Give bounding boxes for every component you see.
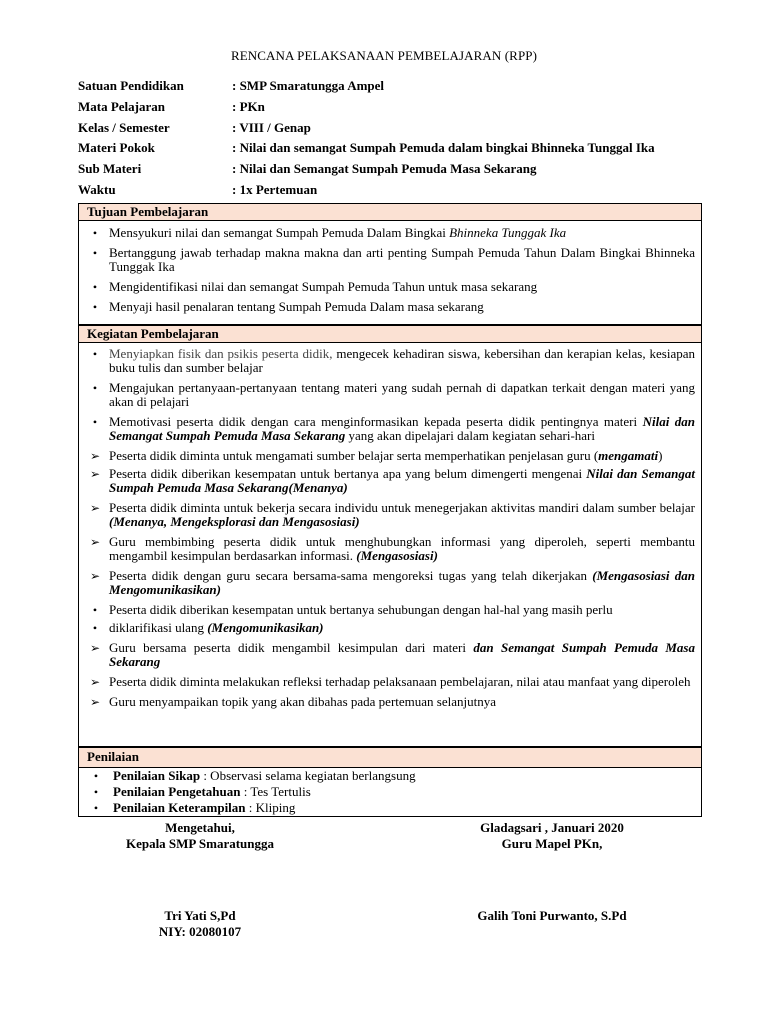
bullet-icon: • xyxy=(92,280,98,294)
info-label: Mata Pelajaran xyxy=(78,98,166,114)
list-item xyxy=(79,675,701,689)
item-text: Memotivasi peserta didik dengan cara menginformasikan kepada peserta didik pentingnya materi xyxy=(109,414,643,429)
info-label: Waktu xyxy=(78,181,116,197)
signature-left-block xyxy=(100,820,300,852)
bullet-icon: • xyxy=(92,226,98,240)
teacher-name-block xyxy=(452,908,652,924)
list-item xyxy=(79,768,701,784)
list-item xyxy=(79,347,701,375)
bullet-icon: • xyxy=(92,621,98,635)
bullet-icon: • xyxy=(92,603,98,617)
info-label: Materi Pokok xyxy=(78,140,155,156)
arrow-bullet-icon: ➢ xyxy=(89,569,101,583)
info-value: : Nilai dan Semangat Sumpah Pemuda Masa Sekarang xyxy=(232,161,537,177)
item-text: ) xyxy=(658,448,663,463)
item-label: Penilaian Sikap xyxy=(113,768,201,783)
tujuan-list xyxy=(79,221,701,314)
list-item xyxy=(79,535,701,563)
section-header: Tujuan Pembelajaran xyxy=(79,204,701,221)
bullet-icon: • xyxy=(93,801,99,815)
list-item xyxy=(79,501,701,529)
teacher-name: Galih Toni Purwanto, S.Pd xyxy=(477,908,627,923)
bullet-icon: • xyxy=(93,785,99,799)
document-title: RENCANA PELAKSANAAN PEMBELAJARAN (RPP) xyxy=(230,48,538,63)
item-text: : Kliping xyxy=(245,800,296,815)
info-row-submateri xyxy=(78,159,718,180)
list-item xyxy=(79,415,701,443)
info-row-satuan xyxy=(78,76,718,97)
principal-id: NIY: 02080107 xyxy=(158,924,242,939)
item-text-bold-italic: (Mengomunikasikan) xyxy=(207,620,324,635)
bullet-icon: • xyxy=(92,300,98,314)
list-item xyxy=(79,280,701,294)
list-item xyxy=(79,449,701,463)
penilaian-section xyxy=(78,747,702,817)
list-item xyxy=(79,226,701,240)
arrow-bullet-icon: ➢ xyxy=(89,641,101,655)
tujuan-section xyxy=(78,203,702,325)
kegiatan-section xyxy=(78,325,702,747)
info-label: Satuan Pendidikan xyxy=(78,78,184,93)
item-label: Penilaian Keterampilan xyxy=(113,800,246,815)
list-item xyxy=(79,784,701,800)
item-text: Peserta didik diberikan kesempatan untuk bertanya sehubungan dengan hal-hal yang masih perlu xyxy=(109,602,613,617)
item-text: Bertanggung jawab terhadap makna makna dan arti penting Sumpah Pemuda Tahun Dalam Bingkai Bhinneka Tunggak Ika xyxy=(109,245,695,274)
info-value: : SMP Smaratungga Ampel xyxy=(232,78,385,93)
arrow-bullet-icon: ➢ xyxy=(89,449,101,463)
item-text-bold-italic: Nilai dan Semangat Sumpah Pemuda Masa Sekarang xyxy=(109,414,695,443)
arrow-bullet-icon: ➢ xyxy=(89,675,101,689)
list-item xyxy=(79,695,701,709)
item-text: yang akan dipelajari dalam kegiatan sehari-hari xyxy=(345,428,595,443)
info-value: : 1x Pertemuan xyxy=(232,181,318,197)
list-item xyxy=(79,467,701,495)
teacher-title: Guru Mapel PKn, xyxy=(501,836,603,851)
acknowledge-label: Mengetahui, xyxy=(165,820,235,835)
list-item xyxy=(79,569,701,597)
arrow-bullet-icon: ➢ xyxy=(89,467,101,481)
list-item xyxy=(79,300,701,314)
item-text: Guru membimbing peserta didik untuk menghubungkan informasi yang diperoleh, seperti membantu mengambil kesimpulan berdasarkan informasi. xyxy=(109,534,695,563)
arrow-bullet-icon: ➢ xyxy=(89,695,101,709)
item-text-bold-italic: (Menanya, Mengeksplorasi dan Mengasosiasi) xyxy=(109,514,360,529)
list-item xyxy=(79,246,701,274)
section-header: Kegiatan Pembelajaran xyxy=(79,326,701,343)
info-row-materi xyxy=(78,138,718,159)
info-label: Kelas / Semester xyxy=(78,119,170,135)
identity-table xyxy=(78,76,718,201)
info-value: : VIII / Genap xyxy=(232,119,311,135)
item-text: Mensyukuri nilai dan semangat Sumpah Pemuda Dalam Bingkai xyxy=(109,225,450,240)
item-text: Peserta didik diminta melakukan refleksi terhadap pelaksanaan pembelajaran, nilai atau manfaat yang diperoleh xyxy=(109,674,691,689)
info-row-mapel xyxy=(78,97,718,118)
list-item xyxy=(79,603,701,617)
principal-title: Kepala SMP Smaratungga xyxy=(125,836,275,851)
item-text: mengecek kehadiran siswa, kebersihan dan kerapian kelas, kesiapan buku tulis dan sumber belajar xyxy=(109,346,695,375)
principal-name-block xyxy=(100,908,300,940)
info-label: Sub Materi xyxy=(78,161,142,177)
bullet-icon: • xyxy=(93,769,99,783)
item-text: Peserta didik diminta untuk mengamati sumber belajar serta memperhatikan penjelasan guru ( xyxy=(109,448,599,463)
kegiatan-list xyxy=(79,343,701,709)
list-item xyxy=(79,641,701,669)
list-item xyxy=(79,381,701,409)
info-value: : Nilai dan semangat Sumpah Pemuda dalam bingkai Bhinneka Tunggal Ika xyxy=(232,140,655,156)
bullet-icon: • xyxy=(92,347,98,361)
bullet-icon: • xyxy=(92,246,98,260)
list-item xyxy=(79,800,701,816)
signature-right-block xyxy=(452,820,652,852)
info-value: : PKn xyxy=(232,98,265,114)
item-text: Peserta didik dengan guru secara bersama-sama mengoreksi tugas yang telah dikerjakan xyxy=(109,568,593,583)
penilaian-list xyxy=(79,768,701,816)
info-row-waktu xyxy=(78,180,718,201)
item-text-italic: Bhinneka Tunggak Ika xyxy=(449,225,567,240)
item-text-bold-italic: Nilai dan Semangat Sumpah Pemuda Masa Sekarang(Menanya) xyxy=(109,466,695,495)
place-date: Gladagsari , Januari 2020 xyxy=(480,820,624,835)
item-text-bold-italic: (Mengasosiasi) xyxy=(356,548,438,563)
section-header: Penilaian xyxy=(79,748,701,768)
info-row-kelas xyxy=(78,118,718,139)
item-text: Menyaji hasil penalaran tentang Sumpah Pemuda Dalam masa sekarang xyxy=(109,299,484,314)
item-text-bold-italic: (Mengasosiasi dan Mengomunikasikan) xyxy=(109,568,695,597)
item-text: Guru menyampaikan topik yang akan dibahas pada pertemuan selanjutnya xyxy=(109,694,496,709)
item-text: Mengajukan pertanyaan-pertanyaan tentang materi yang sudah pernah di dapatkan terkait dengan materi yang akan di pelajari xyxy=(109,380,695,409)
bullet-icon: • xyxy=(92,381,98,395)
item-text: Mengidentifikasi nilai dan semangat Sumpah Pemuda Tahun untuk masa sekarang xyxy=(109,279,538,294)
item-label: Penilaian Pengetahuan xyxy=(113,784,241,799)
arrow-bullet-icon: ➢ xyxy=(89,501,101,515)
item-text: Peserta didik diberikan kesempatan untuk bertanya apa yang belum dimengerti mengenai xyxy=(109,466,587,481)
principal-name: Tri Yati S,Pd xyxy=(164,908,236,923)
bullet-icon: • xyxy=(92,415,98,429)
item-text: diklarifikasi ulang xyxy=(109,620,208,635)
item-text-bold-italic: dan Semangat Sumpah Pemuda Masa Sekarang xyxy=(109,640,695,669)
item-text-bold-italic: mengamati xyxy=(598,448,659,463)
item-text: Menyiapkan fisik dan psikis peserta didik, xyxy=(109,346,333,361)
item-text: : Tes Tertulis xyxy=(240,784,311,799)
item-text: : Observasi selama kegiatan berlangsung xyxy=(200,768,416,783)
list-item xyxy=(79,621,701,635)
item-text: Guru bersama peserta didik mengambil kesimpulan dari materi xyxy=(109,640,474,655)
item-text: Peserta didik diminta untuk bekerja secara individu untuk menegerjakan aktivitas mandiri dalam sumber belajar xyxy=(109,500,695,515)
arrow-bullet-icon: ➢ xyxy=(89,535,101,549)
